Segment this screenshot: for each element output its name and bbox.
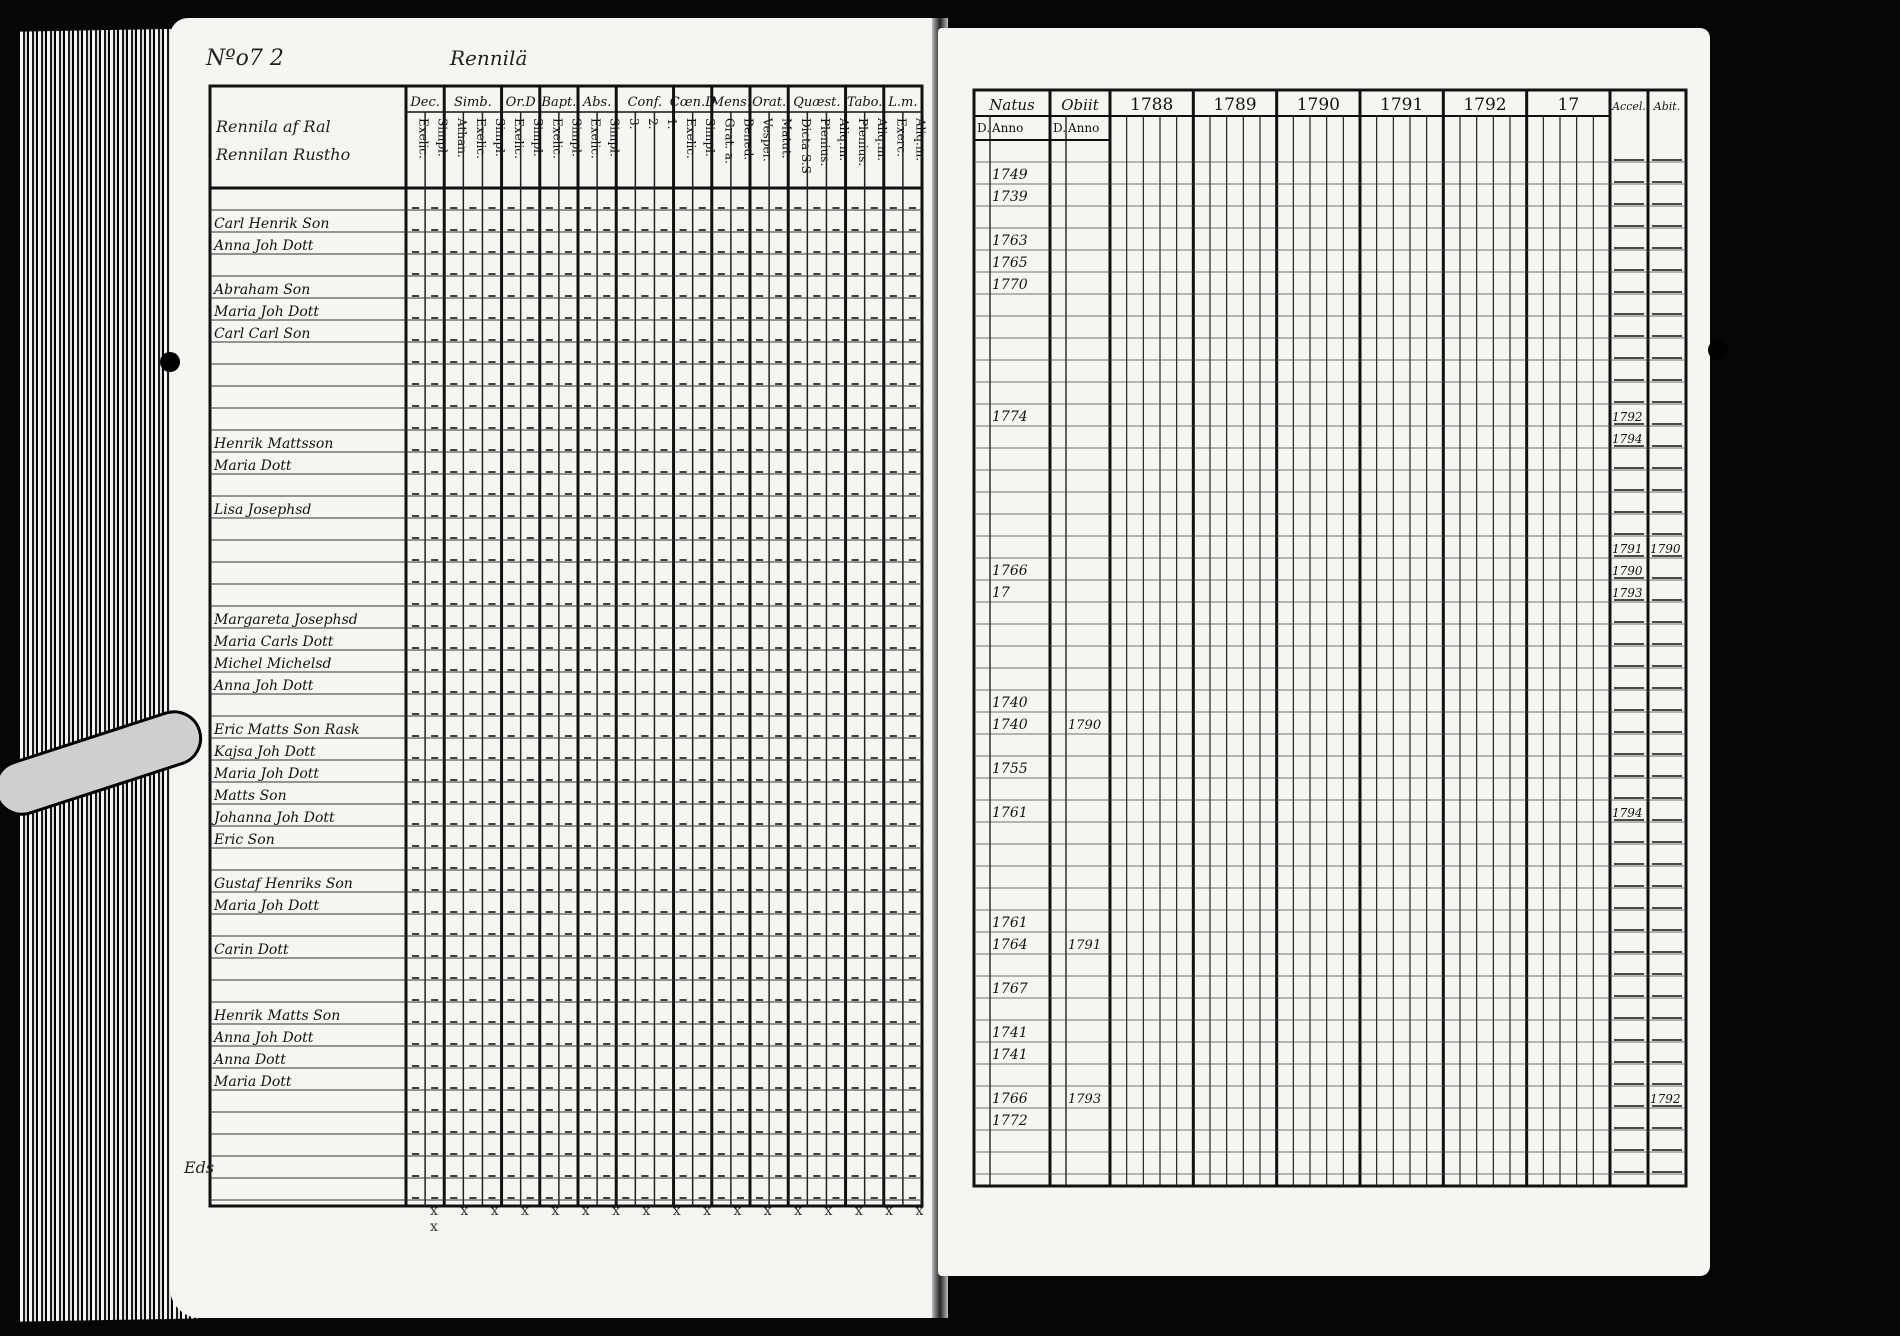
column-sub-label: Exelic. (416, 118, 431, 159)
column-sub-label: Matut. (779, 118, 794, 159)
column-sub-label: 2. (645, 118, 660, 130)
year-header: 1792 (1463, 95, 1507, 115)
birth-year: 17 (992, 585, 1010, 601)
right-page (938, 28, 1710, 1276)
left-ledger-grid (170, 18, 940, 1318)
arrival-year: 1794 (1612, 806, 1643, 820)
household-member-name: Maria Dott (214, 458, 292, 474)
household-header-name: Rennila af Ral (216, 117, 331, 136)
column-sub-label: Exelic. (473, 118, 488, 159)
column-group-title: Tabo. (846, 95, 883, 110)
binding-hole (160, 352, 180, 372)
household-member-name: Anna Joh Dott (214, 678, 314, 694)
column-sub-label: Aliq.m. (837, 118, 851, 162)
arrival-year: 1790 (1612, 564, 1643, 578)
birth-year: 1766 (992, 563, 1028, 579)
birth-year: 1739 (992, 189, 1028, 205)
household-member-name: Kajsa Joh Dott (214, 744, 316, 760)
household-member-name: Matts Son (214, 788, 287, 804)
column-group-title: Abs. (582, 95, 612, 110)
bottom-tick-row: x x x x x x x x x x x x x x x x x x (430, 1203, 933, 1235)
column-sub-label: Simpl. (703, 118, 718, 157)
death-year: 1790 (1068, 718, 1102, 733)
death-year: 1793 (1068, 1092, 1102, 1107)
household-member-name: Maria Dott (214, 1074, 292, 1090)
birth-year: 1770 (992, 277, 1028, 293)
column-group-title: Mens. (710, 95, 751, 110)
column-sub-label: Bened. (741, 118, 756, 161)
household-member-name: Anna Joh Dott (214, 1030, 314, 1046)
birth-year: 1763 (992, 233, 1028, 249)
birth-year: 1741 (992, 1047, 1028, 1063)
birth-year: 1761 (992, 805, 1028, 821)
year-header: 1789 (1213, 95, 1257, 115)
column-sub-label: 3. (626, 118, 641, 130)
birth-year: 1755 (992, 761, 1028, 777)
household-member-name: Maria Joh Dott (214, 766, 320, 782)
column-sub-label: Plenius. (817, 118, 832, 167)
birth-year: 1761 (992, 915, 1028, 931)
year-header: 1790 (1296, 95, 1340, 115)
column-sub-label: Plenius. (856, 118, 871, 167)
column-group-title: Quæst. (793, 95, 841, 110)
arrival-year: 1794 (1612, 432, 1643, 446)
column-sub-label: Vesper. (760, 118, 775, 162)
household-member-name: Johanna Joh Dott (214, 810, 335, 826)
column-sub-label: Simpl. (607, 118, 622, 157)
column-sub-label: Aliq.m. (913, 118, 928, 162)
household-header-name: Rennilan Rustho (216, 145, 351, 164)
column-sub-label: Simpl. (569, 118, 584, 157)
ledger-frame (974, 90, 1686, 1186)
household-member-name: Carl Henrik Son (214, 216, 330, 232)
birth-year: 1765 (992, 255, 1028, 271)
household-member-name: Carl Carl Son (214, 326, 311, 342)
column-group-title: Simb. (453, 95, 492, 110)
household-member-name: Michel Michelsd (214, 656, 332, 672)
departure-year: 1790 (1650, 542, 1681, 556)
village-name: Rennilä (450, 46, 528, 70)
household-member-name: Henrik Matts Son (214, 1008, 341, 1024)
binding-hole (1708, 340, 1728, 360)
birth-year: 1772 (992, 1113, 1028, 1129)
anno-subheader: Anno (992, 121, 1024, 135)
household-member-name: Maria Carls Dott (214, 634, 334, 650)
year-header: 1788 (1130, 95, 1174, 115)
column-sub-label: Simpl. (531, 118, 546, 157)
birth-year: 1767 (992, 981, 1028, 997)
column-group-title: Conf. (627, 95, 663, 110)
right-ledger-grid (938, 28, 1710, 1276)
arrival-year: 1791 (1612, 542, 1643, 556)
abit-header: Abit. (1653, 100, 1681, 113)
household-member-name: Carin Dott (214, 942, 289, 958)
birth-year: 1740 (992, 717, 1028, 733)
year-header: 1791 (1380, 95, 1424, 115)
column-sub-label: Simpl. (493, 118, 507, 157)
column-group-title: Dec. (410, 95, 440, 110)
household-member-name: Henrik Mattsson (214, 436, 334, 452)
column-sub-label: Exelic. (550, 118, 565, 159)
day-subheader: D. (977, 121, 991, 135)
column-sub-label: Exelic. (588, 118, 603, 159)
household-member-name: Maria Joh Dott (214, 898, 320, 914)
column-group-title: Orat. (752, 95, 787, 110)
left-page (170, 18, 940, 1318)
birth-year: 1766 (992, 1091, 1028, 1107)
departure-year: 1792 (1650, 1092, 1681, 1106)
column-group-title: Bapt. (541, 95, 577, 110)
household-member-name: Maria Joh Dott (214, 304, 320, 320)
household-member-name: Lisa Josephsd (214, 502, 312, 518)
household-member-name: Anna Dott (214, 1052, 286, 1068)
day-subheader: D. (1053, 121, 1067, 135)
birth-year: 1764 (992, 937, 1028, 953)
margin-note: Eds (184, 1158, 215, 1177)
household-member-name: Eric Son (214, 832, 275, 848)
anno-subheader: Anno (1068, 121, 1100, 135)
household-member-name: Anna Joh Dott (214, 238, 314, 254)
household-member-name: Margareta Josephsd (214, 612, 358, 628)
arrival-year: 1792 (1612, 410, 1643, 424)
column-group-title: L.m. (888, 95, 918, 110)
death-year: 1791 (1068, 938, 1102, 953)
column-sub-label: Athan. (454, 118, 469, 158)
year-header: 17 (1557, 95, 1580, 115)
household-member-name: Gustaf Henriks Son (214, 876, 353, 892)
birth-year: 1749 (992, 167, 1028, 183)
obiit-header: Obiit (1061, 96, 1099, 114)
birth-year: 1741 (992, 1025, 1028, 1041)
birth-year: 1740 (992, 695, 1028, 711)
column-sub-label: Exelic. (684, 118, 699, 159)
column-sub-label: 1. (665, 118, 679, 130)
column-sub-label: Dicta S.S (798, 118, 813, 174)
column-sub-label: Aliq.m. (875, 118, 890, 162)
column-group-title: Cœn.D (669, 95, 716, 110)
accel-header: Accel. (1612, 100, 1646, 113)
column-sub-label: Exelic. (512, 118, 527, 159)
arrival-year: 1793 (1612, 586, 1643, 600)
natus-header: Natus (989, 96, 1035, 114)
column-sub-label: Exerc. (894, 118, 909, 157)
birth-year: 1774 (992, 409, 1028, 425)
household-member-name: Abraham Son (214, 282, 311, 298)
household-member-name: Eric Matts Son Rask (214, 722, 360, 738)
column-sub-label: Grat. a. (722, 118, 737, 164)
column-sub-label: Simpl. (435, 118, 450, 157)
column-group-title: Or.D (505, 95, 536, 110)
page-number-note: Nºo7 2 (206, 46, 284, 71)
